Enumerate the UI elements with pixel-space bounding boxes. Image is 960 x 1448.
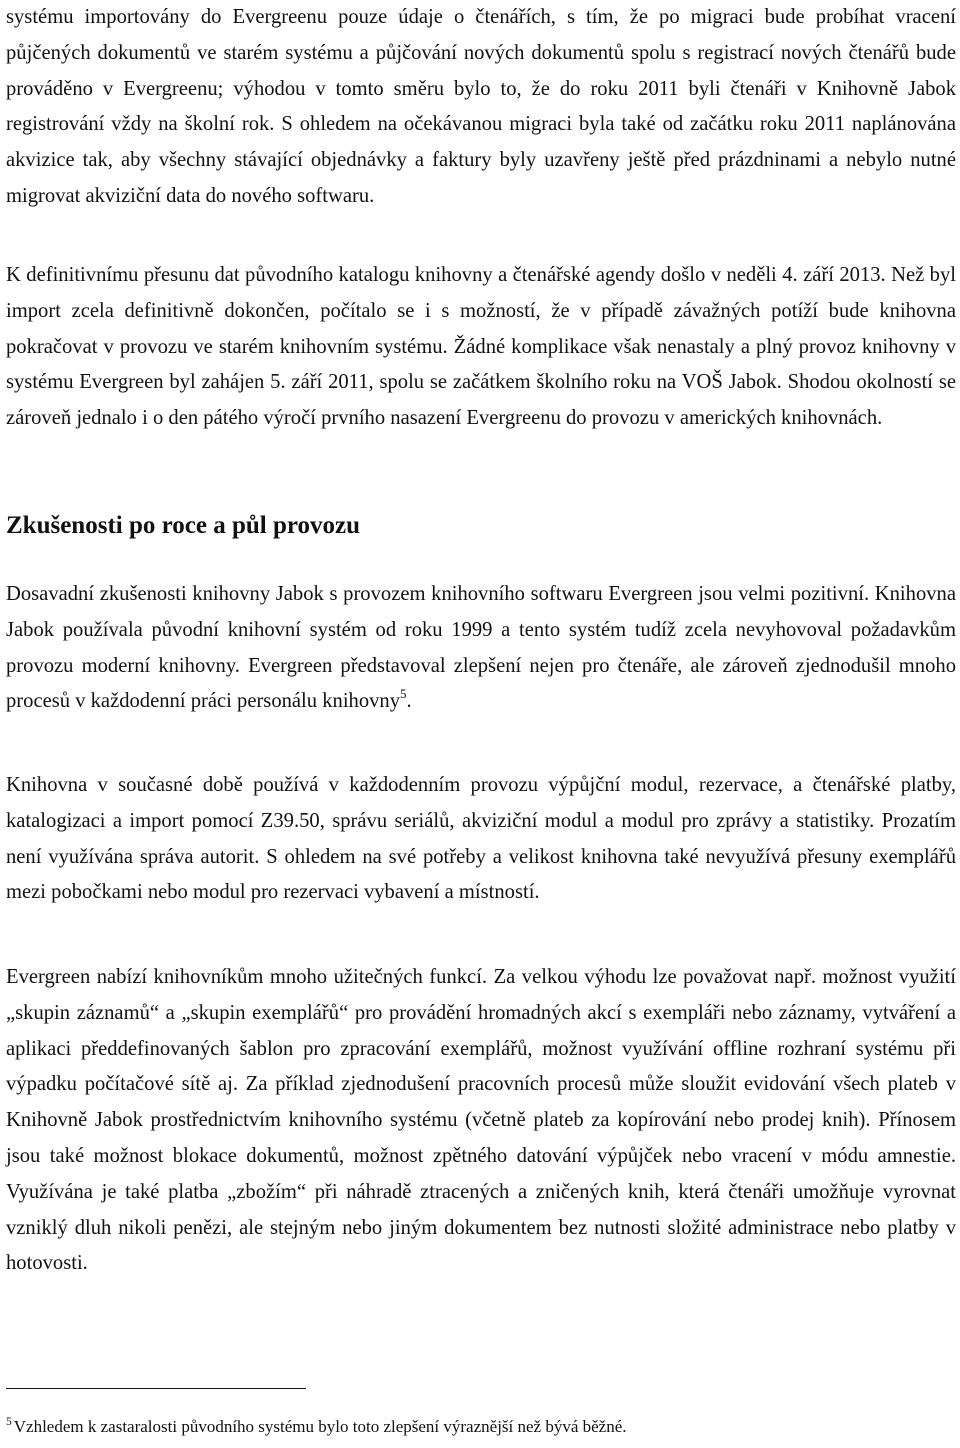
paragraph-experience-text: Dosavadní zkušenosti knihovny Jabok s provozem knihovního softwaru Evergreen jsou velmi pozitivní. Knihovna Jabok používala původní knihovní systém od roku 1999 a tento systém tudíž zcela nevyhovoval požadavkům provozu moderní knihovny. Evergreen představoval zlepšení nejen pro čtenáře, ale zároveň zjednodušil mnoho procesů v každodenní práci personálu knihovny [6,583,956,713]
paragraph-experience-end: . [406,690,412,713]
paragraph-modules: Knihovna v současné době používá v každodenním provozu výpůjční modul, rezervace, a čtenářské platby, katalogizaci a import pomocí Z39.50, správu seriálů, akviziční modul a modul pro zprávy a statistiky. Prozatím není využívána správa autorit. S ohledem na své potřeby a velikost knihovna také nevyužívá přesuny exemplářů mezi pobočkami nebo modul pro rezervaci vybavení a místností. [6,774,956,904]
footnote-reference[interactable]: 5 [400,686,407,702]
paragraph-features: Evergreen nabízí knihovníkům mnoho užitečných funkcí. Za velkou výhodu lze považovat např. možnost využití „skupin záznamů“ a „skupin exemplářů“ pro provádění hromadných akcí s exempláři nebo záznamy, vytváření a aplikaci předdefinovaných šablon pro zpracování exemplářů, možnost využívání offline rozhraní systému při výpadku počítačové sítě aj. Za příklad zjednodušení pracovních procesů může sloužit evidování všech plateb v Knihovně Jabok prostřednictvím knihovního systému (včetně plateb za kopírování nebo prodej knih). Přínosem jsou také možnost blokace dokumentů, možnost zpětného datování výpůjček nebo vracení v módu amnestie. Využívána je také platba „zbožím“ při náhradě ztracených a zničených knih, která čtenáři umožňuje vyrovnat vzniklý dluh nikoli penězi, ale stejným nebo jiným dokumentem bez nutnosti složité administrace nebo platby v hotovosti. [6,966,956,1275]
paragraph-migration-plan: systému importovány do Evergreenu pouze údaje o čtenářích, s tím, že po migraci bude probíhat vracení půjčených dokumentů ve starém systému a půjčování nových dokumentů spolu s registrací nových čtenářů bude prováděno v Evergreenu; výhodou v tomto směru bylo to, že do roku 2011 byli čtenáři v Knihovně Jabok registrování vždy na školní rok. S ohledem na očekávanou migraci byla také od začátku roku 2011 naplánována akvizice tak, aby všechny stávající objednávky a faktury byly uzavřeny ještě před prázdninami a nebylo nutné migrovat akviziční data do nového softwaru. [6,6,956,207]
paragraph-experience [6,577,956,720]
section-heading: Zkušenosti po roce a půl provozu [6,512,361,539]
paragraph-data-transfer: K definitivnímu přesunu dat původního katalogu knihovny a čtenářské agendy došlo v neděli 4. září 2013. Než byl import zcela definitivně dokončen, počítalo se i s možností, že v případě závažných potíží bude knihovna pokračovat v provozu ve starém knihovním systému. Žádné komplikace však nenastaly a plný provoz knihovny v systému Evergreen byl zahájen 5. září 2011, spolu se začátkem školního roku na VOŠ Jabok. Shodou okolností se zároveň jednalo i o den pátého výročí prvního nasazení Evergreenu do provozu v amerických knihovnách. [6,264,956,430]
footnote-text: Vzhledem k zastaralosti původního systému bylo toto zlepšení výraznější než bývá běžné. [13,1417,627,1436]
footnote-separator [6,1388,306,1389]
footnote-number: 5 [6,1416,12,1428]
footnote [6,1416,956,1438]
